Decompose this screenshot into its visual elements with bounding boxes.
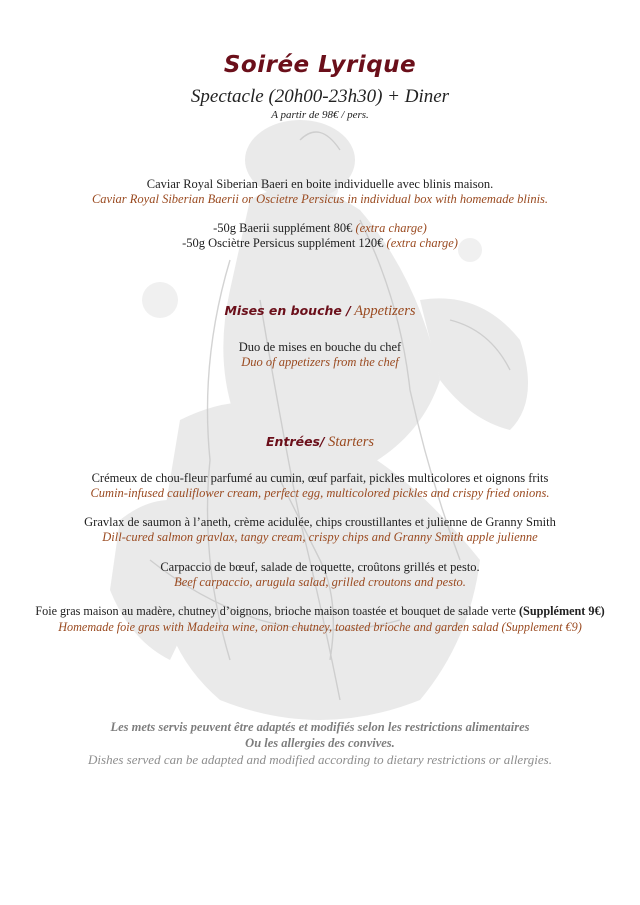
price-note: A partir de 98€ / pers. [271, 109, 369, 121]
caviar-option-persicus-en: (extra charge) [386, 236, 458, 250]
appetizer-en: Duo of appetizers from the chef [241, 355, 399, 369]
starter-3-fr: Carpaccio de bœuf, salade de roquette, croûtons grillés et pesto. [160, 560, 480, 574]
caviar-option-baerii [0, 221, 640, 236]
dietary-notice-fr-1: Les mets servis peuvent être adaptés et modifiés selon les restrictions alimentaires [110, 720, 530, 734]
starter-1-en: Cumin-infused cauliflower cream, perfect egg, multicolored pickles and crispy fried onions. [90, 486, 550, 500]
starters-heading-fr: Entrées/ [266, 434, 325, 449]
page-subtitle: Spectacle (20h00-23h30) + Diner [190, 86, 450, 107]
caviar-option-persicus-fr: -50g Osciètre Persicus supplément 120€ [182, 236, 384, 250]
starter-4-supplement: (Supplément 9€) [518, 604, 605, 618]
appetizers-heading-fr: Mises en bouche / [224, 303, 351, 318]
caviar-option-baerii-fr: -50g Baerii supplément 80€ [213, 221, 353, 235]
starter-2-en: Dill-cured salmon gravlax, tangy cream, crispy chips and Granny Smith apple julienne [102, 530, 538, 544]
starter-4-fr-line [0, 604, 640, 619]
starter-3-en: Beef carpaccio, arugula salad, grilled croutons and pesto. [174, 575, 466, 589]
starter-4-en: Homemade foie gras with Madeira wine, onion chutney, toasted brioche and garden salad (Supplement €9) [58, 620, 582, 634]
starter-1-fr: Crémeux de chou-fleur parfumé au cumin, œuf parfait, pickles multicolores et oignons frits [91, 471, 549, 485]
page-title: Soirée Lyrique [223, 52, 417, 78]
starter-2-fr: Gravlax de saumon à l’aneth, crème acidulée, chips croustillantes et julienne de Granny Smith [84, 515, 556, 529]
starters-heading-en: Starters [328, 434, 374, 450]
caviar-fr: Caviar Royal Siberian Baeri en boite individuelle avec blinis maison. [146, 177, 494, 191]
caviar-option-baerii-en: (extra charge) [355, 221, 427, 235]
section-heading-appetizers [0, 303, 640, 320]
caviar-option-persicus [0, 236, 640, 251]
starter-4-fr: Foie gras maison au madère, chutney d’oignons, brioche maison toastée et bouquet de salade verte [35, 604, 516, 618]
appetizer-fr: Duo de mises en bouche du chef [238, 340, 402, 354]
appetizers-heading-en: Appetizers [354, 303, 416, 319]
section-heading-starters [0, 434, 640, 451]
dietary-notice-fr-2: Ou les allergies des convives. [245, 736, 395, 750]
dietary-notice-en: Dishes served can be adapted and modified according to dietary restrictions or allergies. [88, 752, 552, 767]
caviar-en: Caviar Royal Siberian Baerii or Oscietre Persicus in individual box with homemade blinis. [91, 192, 549, 206]
